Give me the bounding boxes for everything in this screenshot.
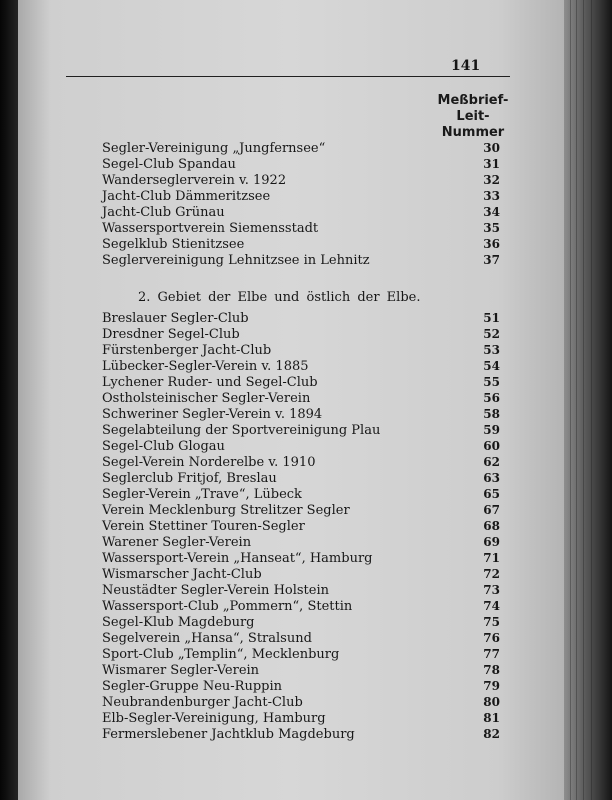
club-name: Dresdner Segel-Club xyxy=(102,327,240,342)
club-name: Sport-Club „Templin“, Mecklenburg xyxy=(102,647,340,662)
club-number: 51 xyxy=(483,311,500,325)
list-item xyxy=(102,422,500,438)
club-name: Wassersportverein Siemensstadt xyxy=(102,221,319,236)
club-name: Neubrandenburger Jacht-Club xyxy=(102,695,303,710)
list-item xyxy=(102,710,500,726)
club-name: Wanderseglerverein v. 1922 xyxy=(102,173,287,188)
list-item xyxy=(102,172,500,188)
club-name: Lübecker-Segler-Verein v. 1885 xyxy=(102,359,309,374)
club-number: 34 xyxy=(483,205,500,219)
club-number: 80 xyxy=(483,695,500,709)
list-item xyxy=(102,390,500,406)
club-name: Seglervereinigung Lehnitzsee in Lehnitz xyxy=(102,253,370,268)
list-item xyxy=(102,534,500,550)
club-number: 74 xyxy=(483,599,500,613)
club-name: Warener Segler-Verein xyxy=(102,535,252,550)
club-name: Segler-Vereinigung „Jungfernsee“ xyxy=(102,141,326,156)
column-header-line: Meßbrief- xyxy=(437,93,509,108)
column-header-line: Nummer xyxy=(441,125,505,140)
club-number: 77 xyxy=(483,647,500,661)
club-number: 62 xyxy=(483,455,500,469)
list-item xyxy=(102,454,500,470)
club-number: 58 xyxy=(483,407,500,421)
club-list-section-1 xyxy=(102,140,500,268)
list-item xyxy=(102,678,500,694)
club-number: 60 xyxy=(483,439,500,453)
club-number: 75 xyxy=(483,615,500,629)
list-item xyxy=(102,502,500,518)
list-item xyxy=(102,374,500,390)
club-number: 30 xyxy=(483,141,500,155)
list-item xyxy=(102,204,500,220)
club-name: Segler-Gruppe Neu-Ruppin xyxy=(102,679,282,694)
club-name: Fürstenberger Jacht-Club xyxy=(102,343,272,358)
club-name: Segel-Klub Magdeburg xyxy=(102,615,255,630)
column-header xyxy=(433,93,513,141)
club-number: 54 xyxy=(483,359,500,373)
list-item xyxy=(102,726,500,742)
club-name: Verein Stettiner Touren-Segler xyxy=(102,519,305,534)
page-number: 141 xyxy=(451,58,481,74)
club-number: 32 xyxy=(483,173,500,187)
list-item xyxy=(102,630,500,646)
club-number: 69 xyxy=(483,535,500,549)
book-page xyxy=(18,0,564,800)
club-name: Jacht-Club Dämmeritzsee xyxy=(102,189,271,204)
club-number: 71 xyxy=(483,551,500,565)
list-item xyxy=(102,582,500,598)
list-item xyxy=(102,486,500,502)
list-item xyxy=(102,438,500,454)
club-number: 33 xyxy=(483,189,500,203)
club-number: 37 xyxy=(483,253,500,267)
club-name: Segel-Verein Norderelbe v. 1910 xyxy=(102,455,316,470)
club-number: 36 xyxy=(483,237,500,251)
list-item xyxy=(102,662,500,678)
club-number: 72 xyxy=(483,567,500,581)
club-name: Elb-Segler-Vereinigung, Hamburg xyxy=(102,711,326,726)
book-spine xyxy=(0,0,18,800)
club-name: Wismarer Segler-Verein xyxy=(102,663,260,678)
list-item xyxy=(102,326,500,342)
list-item xyxy=(102,566,500,582)
club-name: Segel-Club Glogau xyxy=(102,439,225,454)
club-name: Lychener Ruder- und Segel-Club xyxy=(102,375,318,390)
club-list-section-2 xyxy=(102,310,500,742)
list-item xyxy=(102,342,500,358)
list-item xyxy=(102,140,500,156)
club-number: 79 xyxy=(483,679,500,693)
club-name: Seglerclub Fritjof, Breslau xyxy=(102,471,277,486)
list-item xyxy=(102,646,500,662)
club-name: Neustädter Segler-Verein Holstein xyxy=(102,583,330,598)
club-name: Jacht-Club Grünau xyxy=(102,205,225,220)
club-number: 65 xyxy=(483,487,500,501)
header-rule xyxy=(66,76,510,77)
club-name: Wassersport-Verein „Hanseat“, Hamburg xyxy=(102,551,373,566)
club-name: Schweriner Segler-Verein v. 1894 xyxy=(102,407,323,422)
list-item xyxy=(102,188,500,204)
club-name: Segler-Verein „Trave“, Lübeck xyxy=(102,487,302,502)
club-number: 73 xyxy=(483,583,500,597)
club-number: 63 xyxy=(483,471,500,485)
list-item xyxy=(102,236,500,252)
club-number: 68 xyxy=(483,519,500,533)
list-item xyxy=(102,358,500,374)
list-item xyxy=(102,614,500,630)
list-item xyxy=(102,156,500,172)
club-number: 56 xyxy=(483,391,500,405)
club-number: 35 xyxy=(483,221,500,235)
list-item xyxy=(102,406,500,422)
club-name: Wismarscher Jacht-Club xyxy=(102,567,262,582)
club-number: 52 xyxy=(483,327,500,341)
club-number: 78 xyxy=(483,663,500,677)
club-name: Segelabteilung der Sportvereinigung Plau xyxy=(102,423,381,438)
club-number: 55 xyxy=(483,375,500,389)
club-name: Wassersport-Club „Pommern“, Stettin xyxy=(102,599,353,614)
club-name: Segelverein „Hansa“, Stralsund xyxy=(102,631,312,646)
club-number: 82 xyxy=(483,727,500,741)
list-item xyxy=(102,470,500,486)
list-item xyxy=(102,598,500,614)
club-name: Segel-Club Spandau xyxy=(102,157,236,172)
club-name: Ostholsteinischer Segler-Verein xyxy=(102,391,311,406)
list-item xyxy=(102,518,500,534)
club-number: 31 xyxy=(483,157,500,171)
list-item xyxy=(102,220,500,236)
club-name: Breslauer Segler-Club xyxy=(102,311,249,326)
club-number: 59 xyxy=(483,423,500,437)
list-item xyxy=(102,550,500,566)
list-item xyxy=(102,252,500,268)
club-number: 81 xyxy=(483,711,500,725)
list-item xyxy=(102,694,500,710)
club-name: Verein Mecklenburg Strelitzer Segler xyxy=(102,503,350,518)
page-stack-edge xyxy=(564,0,612,800)
section-heading: 2. Gebiet der Elbe und östlich der Elbe. xyxy=(138,290,421,305)
club-name: Segelklub Stienitzsee xyxy=(102,237,245,252)
list-item xyxy=(102,310,500,326)
club-name: Fermerslebener Jachtklub Magdeburg xyxy=(102,727,355,742)
column-header-line: Leit- xyxy=(456,109,490,124)
club-number: 53 xyxy=(483,343,500,357)
club-number: 76 xyxy=(483,631,500,645)
club-number: 67 xyxy=(483,503,500,517)
